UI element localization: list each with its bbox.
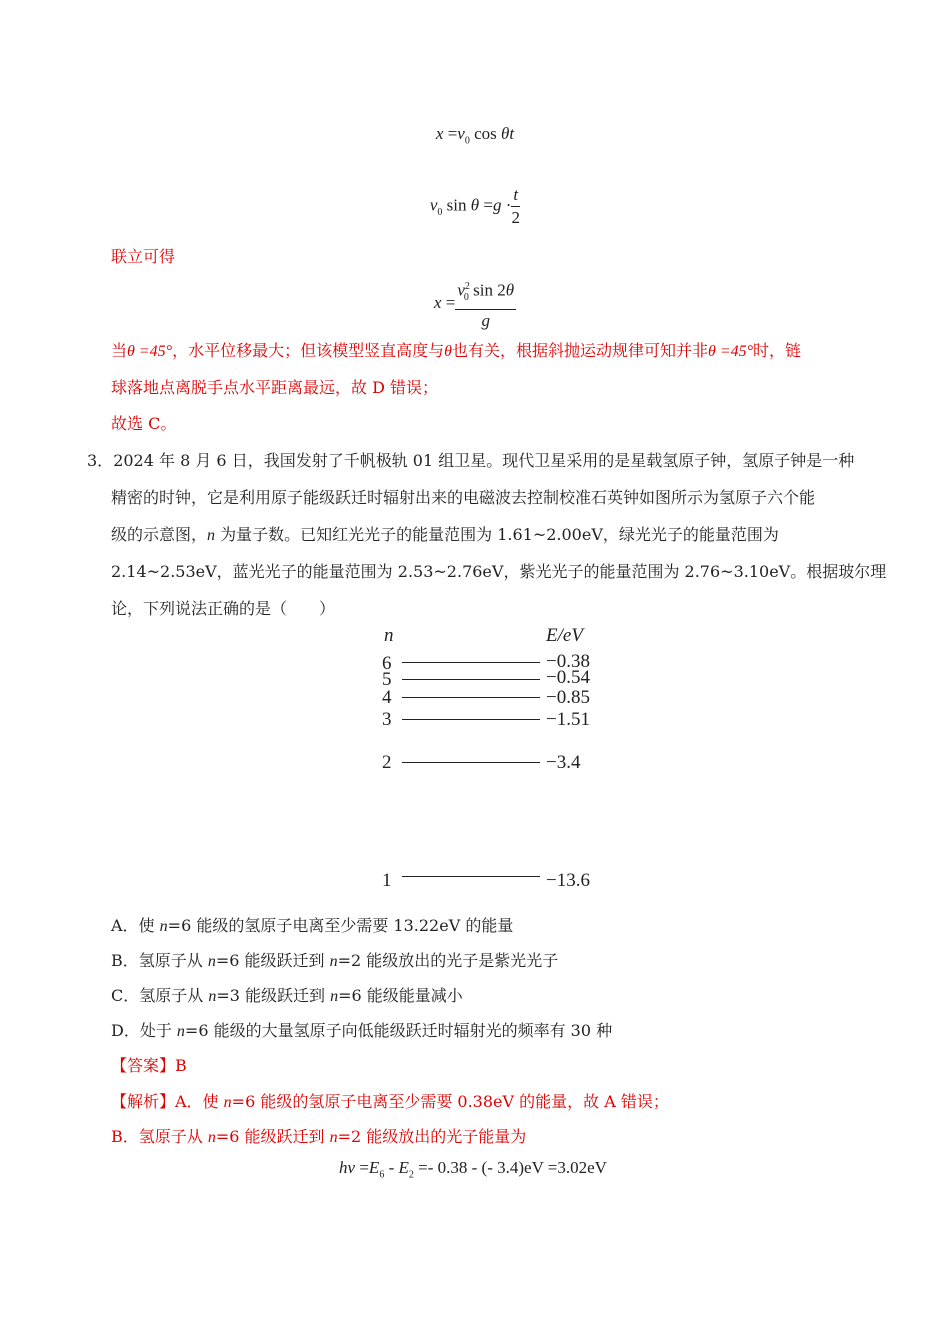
energy-level-diagram	[370, 622, 610, 894]
level-n-4: 4	[382, 687, 392, 708]
question-line-5: 论，下列说法正确的是（ ）	[111, 599, 336, 618]
equation-vertical-velocity: $v_0$ sin θ =g · $\frac{t}{2}$	[429, 185, 520, 227]
level-n-2: 2	[382, 752, 392, 773]
level-e-4: −0.85	[546, 687, 590, 708]
option-d: D．处于 n=6 能级的大量氢原子向低能级跃迁时辐射光的频率有 30 种	[111, 1021, 613, 1040]
option-a: A．使 n=6 能级的氢原子电离至少需要 13.22eV 的能量	[111, 916, 514, 935]
level-line-4	[402, 697, 540, 698]
solution-d-line2: 球落地点离脱手点水平距离最远，故 D 错误；	[111, 378, 439, 397]
level-line-2	[402, 762, 540, 763]
equation-photon-energy: $h\nu =E_6 - E_2 =- 0.38$ - (- 3.4)eV =3.02eV	[339, 1158, 607, 1181]
equation-range: x = $\frac{v^2_0 \sin 2\theta}{g}$	[0, 276, 950, 332]
question-line-3: 级的示意图，n 为量子数。已知红光光子的能量范围为 1.61~2.00eV，绿光光子的能量范围为	[111, 525, 779, 544]
n-axis-header: n	[384, 625, 394, 646]
level-e-1: −13.6	[546, 870, 590, 891]
level-line-6	[402, 662, 540, 663]
level-line-5	[402, 679, 540, 680]
solution-choice: 故选 C。	[111, 414, 177, 433]
question-line-1: 3．2024 年 8 月 6 日，我国发射了千帆极轨 01 组卫星。现代卫星采用的是星载氢原子钟，氢原子钟是一种	[87, 451, 855, 470]
question-line-4: 2.14~2.53eV，蓝光光子的能量范围为 2.53~2.76eV，紫光光子的能量范围为 2.76~3.10eV。根据玻尔理	[111, 562, 887, 581]
option-b: B．氢原子从 n=6 能级跃迁到 n=2 能级放出的光子是紫光光子	[111, 951, 559, 970]
level-e-5: −0.54	[546, 667, 590, 688]
level-n-3: 3	[382, 709, 392, 730]
analysis-a: 【解析】A．使 n=6 能级的氢原子电离至少需要 0.38eV 的能量，故 A 错误；	[111, 1092, 669, 1111]
equation-horizontal-displacement: $x =v_0$ cos θt	[435, 124, 515, 147]
level-n-5: 5	[382, 669, 392, 690]
level-n-1: 1	[382, 870, 392, 891]
level-e-2: −3.4	[546, 752, 581, 773]
analysis-b: B．氢原子从 n=6 能级跃迁到 n=2 能级放出的光子能量为	[111, 1127, 527, 1146]
energy-axis-header: E/eV	[546, 625, 583, 646]
solution-d-line1: 当θ =45°，水平位移最大；但该模型竖直高度与θ也有关，根据斜抛运动规律可知并非θ =45°时，链	[111, 341, 802, 360]
question-number: 3．	[87, 451, 114, 470]
level-e-6: −0.38	[546, 651, 590, 672]
combine-text: 联立可得	[111, 247, 176, 266]
option-c: C．氢原子从 n=3 能级跃迁到 n=6 能级能量减小	[111, 986, 463, 1005]
level-line-1	[402, 876, 540, 877]
level-e-3: −1.51	[546, 709, 590, 730]
question-line-2: 精密的时钟，它是利用原子能级跃迁时辐射出来的电磁波去控制校准石英钟如图所示为氢原子六个能	[111, 488, 816, 507]
level-line-3	[402, 719, 540, 720]
answer-label: 【答案】B	[111, 1056, 187, 1075]
level-n-6: 6	[382, 653, 392, 674]
